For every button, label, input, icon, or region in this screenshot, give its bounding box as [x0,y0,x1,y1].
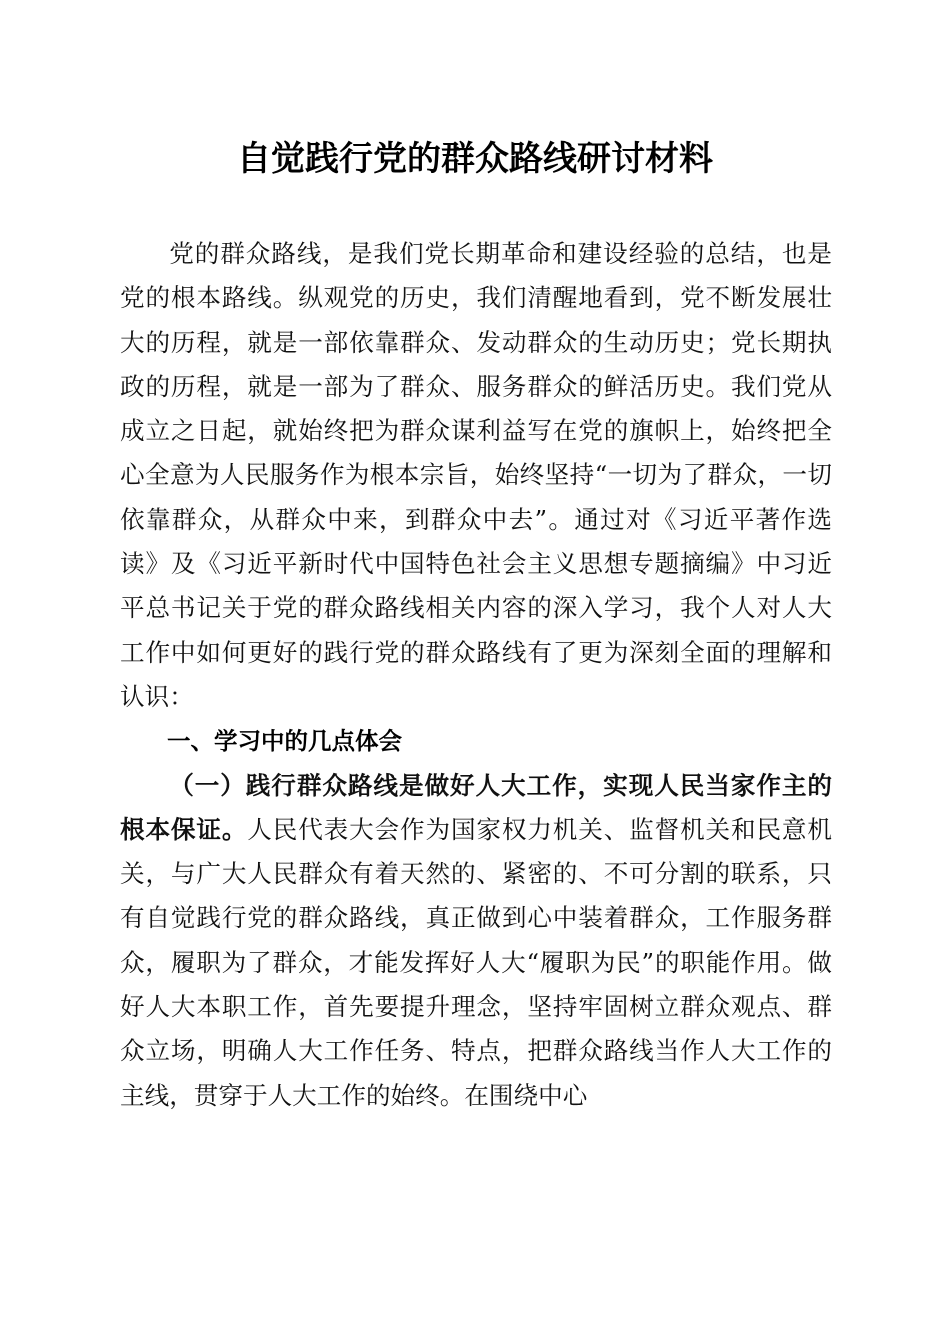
subsection-heading: （一）践行群众路线是做好人大工作，实现人民当家作主的根本保证。 [120,770,832,844]
subsection-body: 人民代表大会作为国家权力机关、监督机关和民意机关，与广大人民群众有着天然的、紧密的、不可分割的联系，只有自觉践行党的群众路线，真正做到心中装着群众，工作服务群众，履职为了群众，才能发挥好人大“履职为民”的职能作用。做好人大本职工作，首先要提升理念，坚持牢固树立群众观点、群众立场，明确人大工作任务、特点，把群众路线当作人大工作的主线，贯穿于人大工作的始终。在围绕中心 [120,814,832,1110]
document-body [120,232,832,1118]
document-title: 自觉践行党的群众路线研讨材料 [237,139,713,179]
subsection-paragraph [120,764,832,1118]
section-heading: 一、学习中的几点体会 [167,727,402,756]
intro-paragraph: 党的群众路线，是我们党长期革命和建设经验的总结，也是党的根本路线。纵观党的历史，我们清醒地看到，党不断发展壮大的历程，就是一部依靠群众、发动群众的生动历史；党长期执政的历程，就是一部为了群众、服务群众的鲜活历史。我们党从成立之日起，就始终把为群众谋利益写在党的旗帜上，始终把全心全意为人民服务作为根本宗旨，始终坚持“一切为了群众，一切依靠群众，从群众中来，到群众中去”。通过对《习近平著作选读》及《习近平新时代中国特色社会主义思想专题摘编》中习近平总书记关于党的群众路线相关内容的深入学习，我个人对人大工作中如何更好的践行党的群众路线有了更为深刻全面的理解和认识： [120,239,832,711]
